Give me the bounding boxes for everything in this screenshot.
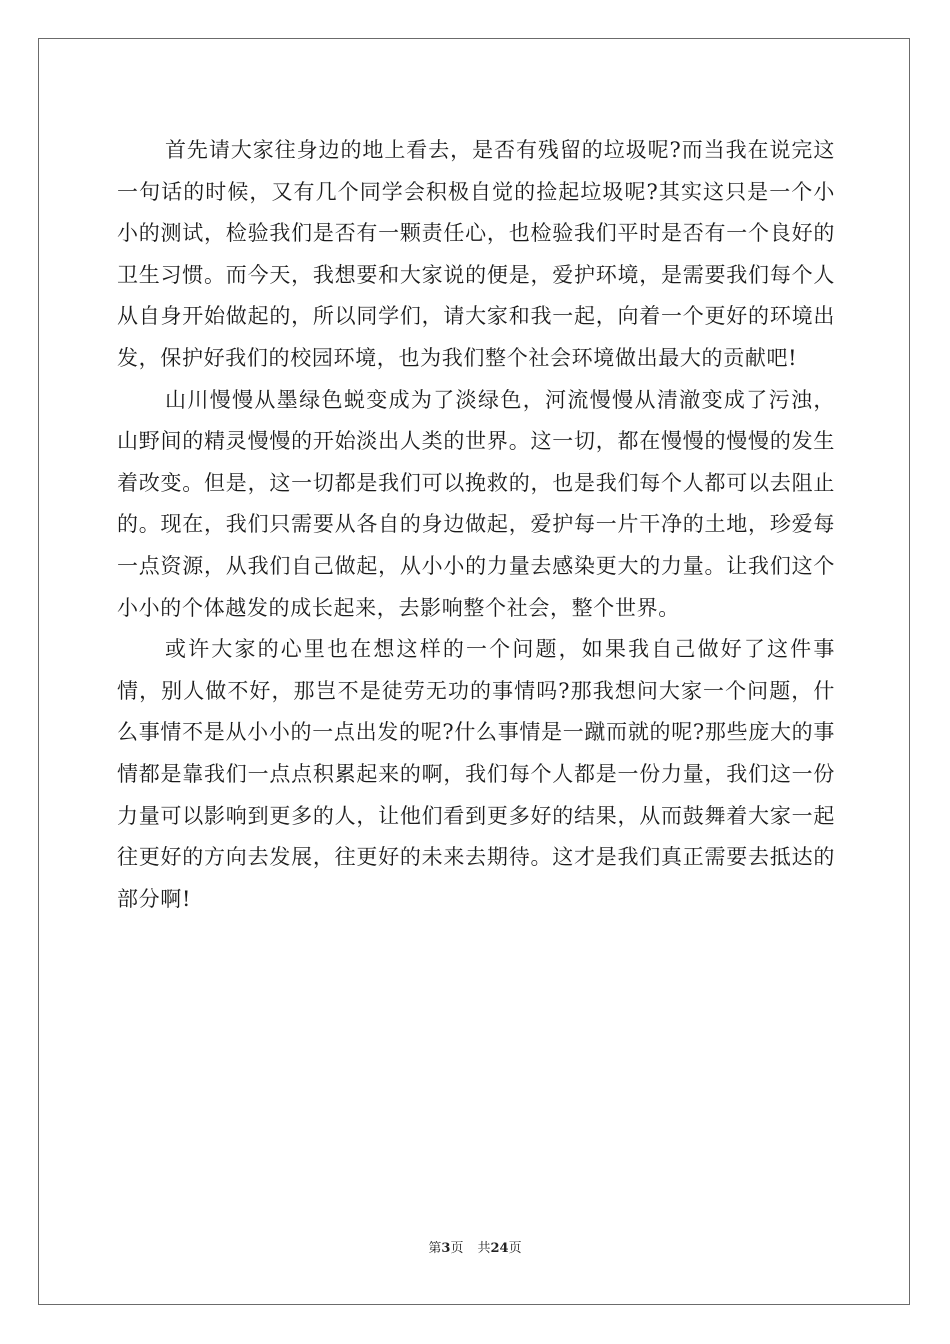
total-suffix: 页 <box>508 1241 522 1256</box>
total-pages-number: 24 <box>490 1241 509 1256</box>
paragraph-2: 山川慢慢从墨绿色蜕变成为了淡绿色，河流慢慢从清澈变成了污浊，山野间的精灵慢慢的开始淡出人类的世界。这一切，都在慢慢的慢慢的发生着改变。但是，这一切都是我们可以挽救的，也是我们每个人都可以去阻止的。现在，我们只需要从各自的身边做起，爱护每一片干净的土地，珍爱每一点资源，从我们自己做起，从小小的力量去感染更大的力量。让我们这个小小的个体越发的成长起来，去影响整个社会，整个世界。 <box>117 387 835 620</box>
paragraph-3: 或许大家的心里也在想这样的一个问题，如果我自己做好了这件事情，别人做不好，那岂不是徒劳无功的事情吗?那我想问大家一个问题，什么事情不是从小小的一点出发的呢?什么事情是一蹴而就的呢?那些庞大的事情都是靠我们一点点积累起来的啊，我们每个人都是一份力量，我们这一份力量可以影响到更多的人，让他们看到更多好的结果，从而鼓舞着大家一起往更好的方向去发展，往更好的未来去期待。这才是我们真正需要去抵达的部分啊! <box>117 637 835 911</box>
total-prefix: 共 <box>477 1241 491 1256</box>
paragraph-1: 首先请大家往身边的地上看去，是否有残留的垃圾呢?而当我在说完这一句话的时候，又有几个同学会积极自觉的捡起垃圾呢?其实这只是一个小小的测试，检验我们是否有一颗责任心，也检验我们平时是否有一个良好的卫生习惯。而今天，我想要和大家说的便是，爱护环境，是需要我们每个人从自身开始做起的，所以同学们，请大家和我一起，向着一个更好的环境出发，保护好我们的校园环境，也为我们整个社会环境做出最大的贡献吧! <box>117 138 835 370</box>
document-body <box>117 130 835 920</box>
page-prefix: 第 <box>428 1241 442 1256</box>
current-page-number: 3 <box>441 1241 451 1256</box>
page-footer <box>0 1240 950 1258</box>
page-suffix: 页 <box>450 1241 464 1256</box>
